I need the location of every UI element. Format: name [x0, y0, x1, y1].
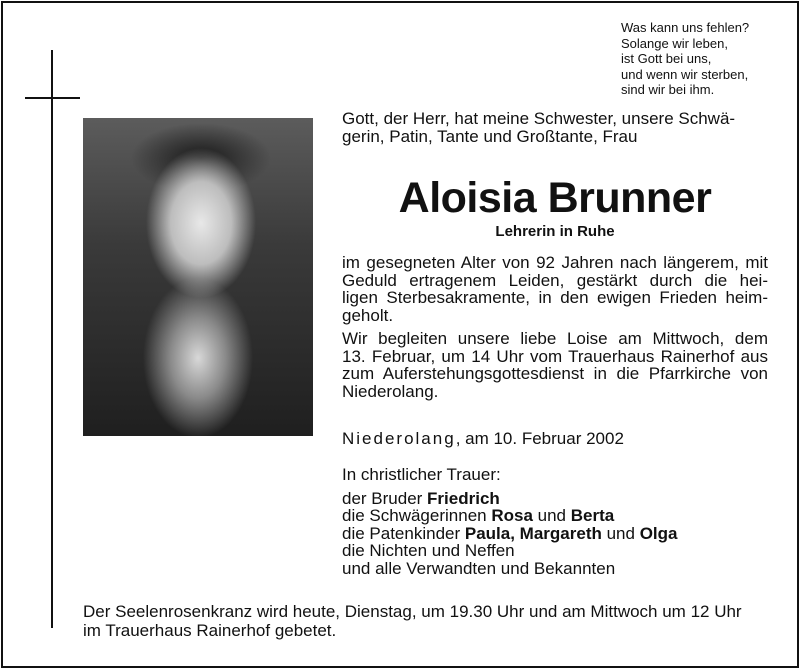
- poem-line: sind wir bei ihm.: [621, 82, 715, 97]
- mourners: [342, 466, 772, 578]
- cross-vertical: [51, 50, 53, 628]
- footer-line: Der Seelenrosenkranz wird heute, Dienstag, um 19.30 Uhr und am Mittwoch um 12 Uhr: [83, 602, 742, 621]
- footer-line: im Trauerhaus Rainerhof gebetet.: [83, 621, 337, 640]
- portrait-photo: [83, 118, 313, 436]
- place-date: [342, 430, 772, 448]
- poem-line: und wenn wir sterben,: [621, 66, 749, 82]
- text-line: 13. Februar, um 14 Uhr vom Trauerhaus Rainerhof aus: [342, 346, 768, 366]
- rosary-notice: [83, 602, 742, 640]
- text-line: geholt.: [342, 305, 394, 325]
- mourner-name: Rosa: [491, 506, 533, 526]
- poem-line: ist Gott bei uns,: [621, 51, 712, 66]
- deceased-title: Lehrerin in Ruhe: [495, 223, 615, 240]
- cross-horizontal: [25, 97, 80, 99]
- relation: der Bruder: [342, 488, 428, 508]
- mourner-line: und alle Verwandten und Bekannten: [342, 558, 616, 578]
- deceased-name: Aloisia Brunner: [398, 174, 712, 222]
- text-line: im gesegneten Alter von 92 Jahren nach längerem, mit: [342, 253, 768, 272]
- mourning-intro: In christlicher Trauer:: [342, 465, 501, 484]
- intro-text: [342, 110, 772, 145]
- text-line: Wir begleiten unsere liebe Loise am Mittwoch, dem: [342, 329, 768, 348]
- paragraph-1: [342, 254, 768, 324]
- poem: [621, 20, 749, 98]
- relation: die Patenkinder: [342, 523, 465, 543]
- conjunction: und: [532, 506, 571, 526]
- mourner-name: Paula, Margareth: [464, 523, 602, 543]
- poem-line: Solange wir leben,: [621, 35, 728, 51]
- place: Niederolang: [342, 429, 456, 448]
- relation: die Schwägerinnen: [342, 506, 492, 526]
- text-line: ligen Sterbesakramente, in den ewigen Frieden heim-: [342, 288, 768, 308]
- poem-line: Was kann uns fehlen?: [621, 20, 750, 35]
- mourner-line: [342, 507, 772, 525]
- text-line: zum Auferstehungsgottesdienst in die Pfarrkirche von: [342, 364, 768, 384]
- paragraph-2: [342, 330, 768, 400]
- intro-line: gerin, Patin, Tante und Großtante, Frau: [342, 126, 638, 146]
- mourner-line: [342, 490, 772, 508]
- text-line: Niederolang.: [342, 381, 439, 401]
- mourner-line: die Nichten und Neffen: [342, 541, 515, 561]
- mourner-line: [342, 525, 772, 543]
- mourner-name: Berta: [570, 506, 615, 526]
- date: , am 10. Februar 2002: [455, 429, 624, 448]
- text-line: Geduld ertragenem Leiden, gestärkt durch die hei-: [342, 270, 768, 290]
- intro-line: Gott, der Herr, hat meine Schwester, unsere Schwä-: [342, 109, 736, 128]
- mourner-name: Friedrich: [427, 488, 500, 508]
- mourner-name: Olga: [639, 523, 678, 543]
- conjunction: und: [601, 523, 640, 543]
